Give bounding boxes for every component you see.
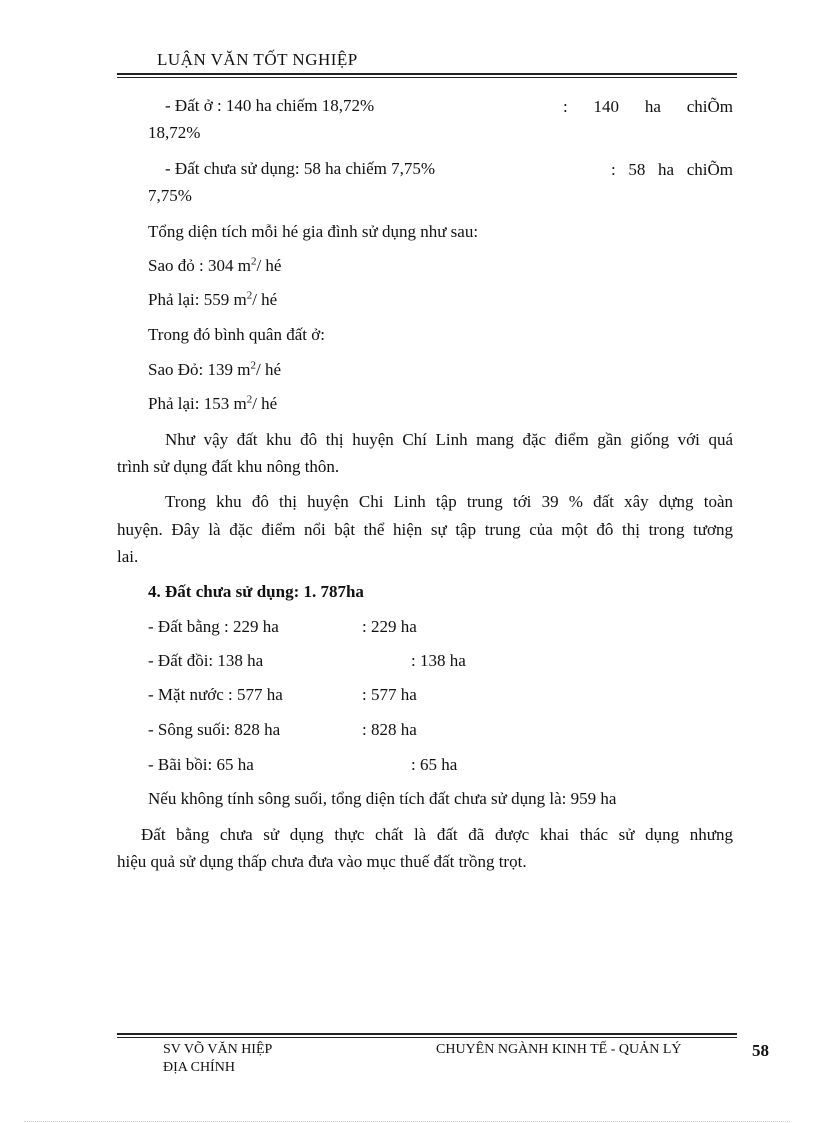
- page-header-title: LUẬN VĂN TỐT NGHIỆP: [157, 50, 358, 69]
- paragraph-line: hiệu quả sử dụng thấp chưa đưa vào mục thuế đất trồng trọt.: [117, 852, 527, 871]
- paragraph-line: lai.: [117, 547, 139, 566]
- land-residential-dup: : 140 ha chiÕm: [563, 97, 733, 116]
- footer-major: CHUYÊN NGÀNH KINH TẾ - QUẢN LÝ: [436, 1042, 682, 1057]
- total-area-intro: Tổng diện tích mỗi hé gia đình sử dụng như sau:: [148, 222, 479, 241]
- saodo-total-unit: / hé: [256, 256, 282, 275]
- avg-residential-intro: Trong đó bình quân đất ở:: [148, 325, 325, 344]
- land-residential-wrap: 18,72%: [148, 123, 201, 142]
- saodo-total: [148, 257, 281, 274]
- list-item-value: : 577 ha: [362, 685, 417, 704]
- land-unused-wrap: 7,75%: [148, 186, 192, 205]
- paragraph-line: Như vậy đất khu đô thị huyện Chí Linh mang đặc điểm gần giống với quá: [165, 430, 733, 449]
- phalai-total-unit: / hé: [252, 290, 278, 309]
- list-item: - Mặt nước : 577 ha: [148, 685, 283, 704]
- page-number: 58: [752, 1041, 769, 1060]
- footer-rule: [117, 1033, 737, 1038]
- list-item: - Đất đồi: 138 ha: [148, 651, 264, 670]
- phalai-total: [148, 291, 277, 308]
- list-item: - Đất bằng : 229 ha: [148, 617, 279, 636]
- phalai-avg-value: Phả lại: 153 m: [148, 394, 247, 413]
- superscript: 2: [250, 359, 256, 372]
- phalai-avg-unit: / hé: [252, 394, 278, 413]
- saodo-total-value: Sao đỏ : 304 m: [148, 256, 251, 275]
- unused-land-note: Nếu không tính sông suối, tổng diện tích đất chưa sử dụng là: 959 ha: [148, 789, 617, 808]
- list-item-value: : 65 ha: [411, 755, 458, 774]
- paragraph-line: Trong khu đô thị huyện Chi Linh tập trung tới 39 % đất xây dựng toàn: [165, 492, 733, 511]
- land-unused-dup: : 58 ha chiÕm: [611, 160, 733, 179]
- footer-author: SV VÕ VĂN HIỆP: [163, 1042, 273, 1057]
- superscript: 2: [246, 393, 253, 406]
- section-heading: 4. Đất chưa sử dụng: 1. 787ha: [148, 582, 364, 601]
- phalai-avg: [148, 395, 277, 412]
- paragraph-line: trình sử dụng đất khu nông thôn.: [117, 457, 340, 476]
- list-item: - Bãi bồi: 65 ha: [148, 755, 254, 774]
- saodo-avg-value: Sao Đỏ: 139 m: [148, 360, 251, 379]
- saodo-avg-unit: / hé: [255, 360, 282, 379]
- footer-department: ĐỊA CHÍNH: [163, 1060, 235, 1075]
- paragraph-line: huyện. Đây là đặc điểm nổi bật thể hiện sự tập trung của một đô thị trong tương: [117, 520, 733, 539]
- land-unused-line: - Đất chưa sử dụng: 58 ha chiếm 7,75%: [165, 159, 436, 178]
- superscript: 2: [246, 289, 253, 302]
- list-item: - Sông suối: 828 ha: [148, 720, 281, 739]
- list-item-value: : 828 ha: [362, 720, 417, 739]
- list-item-value: : 138 ha: [411, 651, 466, 670]
- header-rule: [117, 73, 737, 78]
- land-residential-line: - Đất ở : 140 ha chiếm 18,72%: [165, 96, 375, 115]
- page-bottom-divider: [24, 1121, 790, 1122]
- superscript: 2: [250, 255, 257, 268]
- saodo-avg: [148, 361, 281, 378]
- phalai-total-value: Phả lại: 559 m: [148, 290, 247, 309]
- paragraph-line: Đất bằng chưa sử dụng thực chất là đất đã được khai thác sử dụng nhưng: [141, 825, 733, 844]
- list-item-value: : 229 ha: [362, 617, 417, 636]
